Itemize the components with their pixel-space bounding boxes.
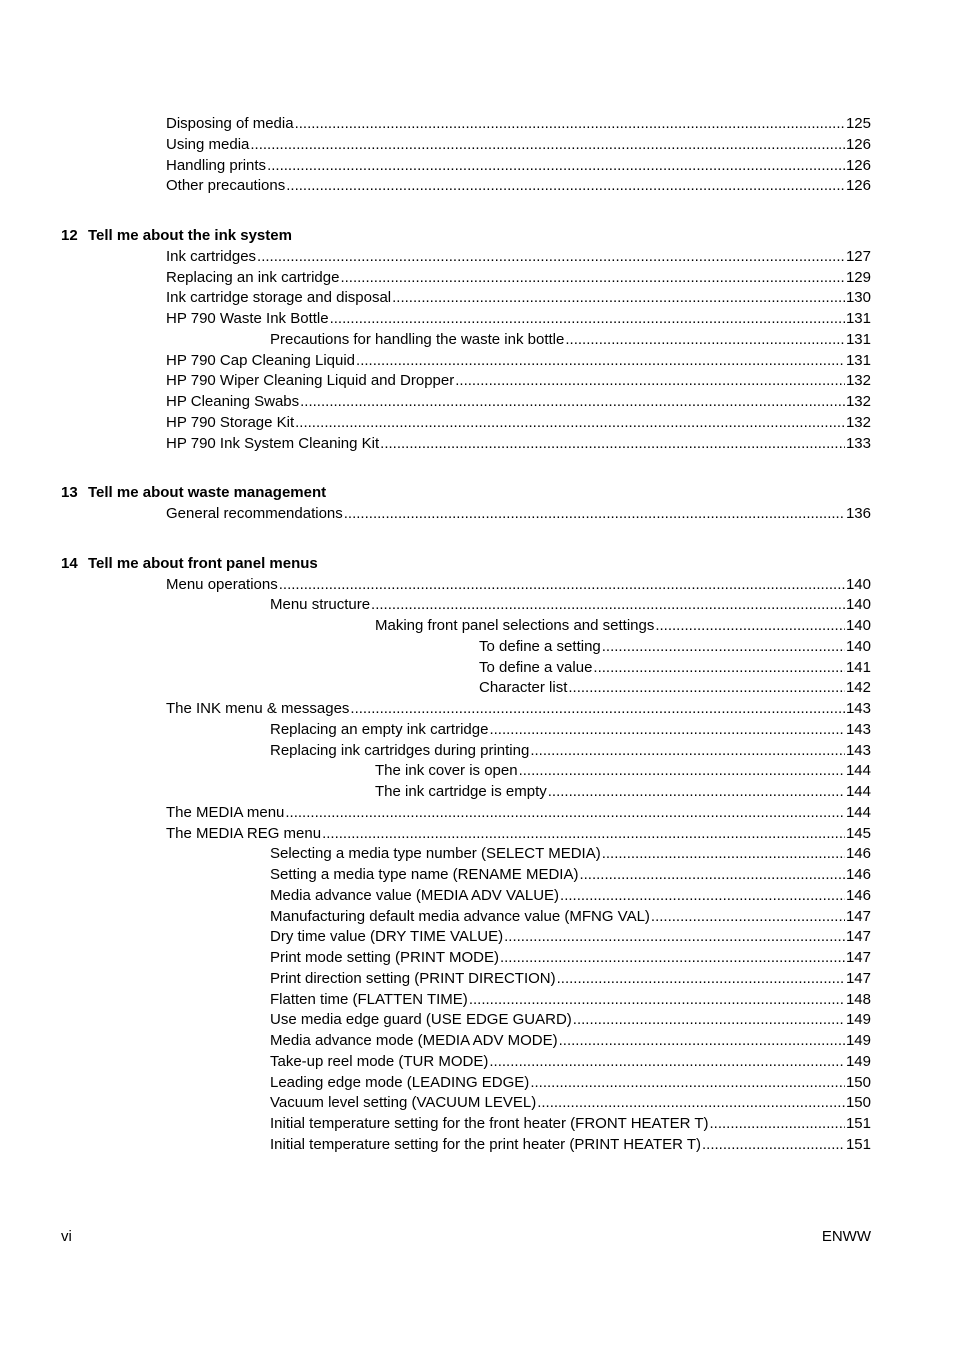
toc-entry-title: Making front panel selections and settings [375, 617, 655, 634]
toc-entry-page-number: 127 [845, 247, 871, 265]
toc-entry[interactable] [61, 288, 871, 309]
dot-leader [530, 741, 845, 762]
toc-entry-title: Leading edge mode (LEADING EDGE) [270, 1073, 530, 1091]
toc-entry-page-number: 143 [845, 741, 871, 759]
toc-entry[interactable] [61, 907, 871, 928]
toc-entry-title: To define a setting [479, 637, 601, 655]
toc-entry[interactable] [61, 330, 871, 351]
toc-entry[interactable] [61, 990, 871, 1011]
toc-entry-page-number: 126 [845, 156, 871, 174]
toc-entry-page-number: 147 [845, 907, 871, 925]
toc-entry-title: Media advance value (MEDIA ADV VALUE) [270, 886, 560, 904]
toc-entry-title: Menu structure [270, 596, 371, 614]
toc-entry[interactable] [61, 637, 871, 658]
toc-entry-title: Take-up reel mode (TUR MODE) [270, 1052, 489, 1070]
toc-entry[interactable] [61, 1031, 871, 1052]
dot-leader [380, 434, 845, 455]
chapter-title: Tell me about the ink system [88, 227, 292, 244]
toc-entry-page-number: 131 [845, 310, 871, 327]
dot-leader [530, 1073, 845, 1094]
toc-entry[interactable] [61, 575, 871, 596]
toc-entry-title: HP 790 Waste Ink Bottle [166, 310, 329, 327]
toc-entry[interactable] [61, 247, 871, 268]
toc-entry-page-number: 144 [845, 762, 871, 780]
toc-entry[interactable] [61, 741, 871, 762]
toc-entry-page-number: 140 [845, 596, 871, 614]
toc-entry-page-number: 148 [845, 990, 871, 1008]
dot-leader [356, 351, 845, 372]
toc-entry-page-number: 126 [845, 177, 871, 195]
toc-entry-page-number: 126 [845, 135, 871, 153]
dot-leader [557, 969, 845, 990]
toc-entry[interactable] [61, 1052, 871, 1073]
dot-leader [300, 392, 845, 413]
toc-entry-title: Setting a media type name (RENAME MEDIA) [270, 866, 579, 883]
toc-entry[interactable] [61, 720, 871, 741]
toc-entry-title: HP 790 Storage Kit [166, 413, 295, 431]
toc-entry-page-number: 140 [845, 637, 871, 655]
toc-entry-title: Replacing ink cartridges during printing [270, 741, 530, 759]
toc-entry-page-number: 149 [845, 1011, 871, 1029]
toc-entry-title: Media advance mode (MEDIA ADV MODE) [270, 1032, 558, 1049]
table-of-contents [61, 114, 871, 1156]
toc-entry-page-number: 132 [845, 393, 871, 410]
toc-entry-title: Precautions for handling the waste ink bottle [270, 330, 565, 348]
dot-leader [469, 990, 845, 1011]
dot-leader [548, 782, 845, 803]
toc-entry-page-number: 143 [845, 700, 871, 717]
toc-entry-page-number: 129 [845, 268, 871, 286]
dot-leader [651, 907, 845, 928]
toc-entry-title: Selecting a media type number (SELECT MEDIA) [270, 845, 601, 863]
chapter-title: Tell me about waste management [88, 484, 327, 502]
toc-entry-page-number: 131 [845, 351, 871, 369]
toc-entry-title: Ink cartridges [166, 247, 257, 265]
dot-leader [267, 156, 845, 177]
toc-entry[interactable] [61, 761, 871, 782]
footer-label: ENWW [821, 1228, 871, 1245]
toc-entry-title: Flatten time (FLATTEN TIME) [270, 990, 468, 1008]
toc-entry-page-number: 147 [845, 949, 871, 966]
toc-entry[interactable] [61, 865, 871, 886]
toc-entry-page-number: 151 [845, 1115, 871, 1132]
toc-chapter-heading[interactable] [61, 226, 871, 247]
toc-entry-page-number: 144 [845, 803, 871, 821]
toc-entry-title: To define a value [479, 658, 593, 676]
dot-leader [392, 288, 845, 309]
dot-leader [330, 309, 845, 330]
toc-chapter-heading[interactable] [61, 483, 871, 504]
toc-chapter-heading[interactable] [61, 554, 871, 575]
toc-entry-title: Initial temperature setting for the front heater (FRONT HEATER T) [270, 1115, 709, 1132]
toc-entry[interactable] [61, 1073, 871, 1094]
toc-entry-page-number: 150 [845, 1094, 871, 1112]
toc-entry[interactable] [61, 927, 871, 948]
toc-entry-title: HP 790 Cap Cleaning Liquid [166, 351, 356, 369]
toc-entry-title: Handling prints [166, 156, 267, 174]
toc-entry-title: Dry time value (DRY TIME VALUE) [270, 928, 504, 946]
toc-entry[interactable] [61, 658, 871, 679]
toc-entry-title: Vacuum level setting (VACUUM LEVEL) [270, 1094, 537, 1112]
toc-entry-title: Print direction setting (PRINT DIRECTION) [270, 969, 556, 987]
toc-entry[interactable] [61, 434, 871, 455]
dot-leader [295, 114, 845, 135]
chapter-number: 12 [61, 227, 78, 244]
toc-entry[interactable] [61, 156, 871, 177]
dot-leader [500, 948, 845, 969]
dot-leader [340, 268, 845, 289]
toc-entry[interactable] [61, 1010, 871, 1031]
toc-entry[interactable] [61, 392, 871, 413]
dot-leader [565, 330, 845, 351]
toc-entry-page-number: 125 [845, 115, 871, 132]
toc-entry-page-number: 142 [845, 679, 871, 697]
toc-entry-title: Disposing of media [166, 115, 294, 132]
dot-leader [371, 595, 845, 616]
toc-entry-page-number: 131 [845, 330, 871, 348]
toc-entry-page-number: 147 [845, 928, 871, 946]
toc-entry[interactable] [61, 1114, 871, 1135]
toc-entry-page-number: 146 [845, 886, 871, 904]
dot-leader [710, 1114, 845, 1135]
dot-leader [602, 844, 845, 865]
toc-entry[interactable] [61, 351, 871, 372]
toc-entry[interactable] [61, 504, 871, 525]
toc-entry-title: HP Cleaning Swabs [166, 393, 300, 410]
toc-entry-page-number: 147 [845, 969, 871, 987]
dot-leader [489, 1052, 845, 1073]
toc-entry[interactable] [61, 309, 871, 330]
toc-entry[interactable] [61, 844, 871, 865]
toc-entry-title: Replacing an ink cartridge [166, 268, 340, 286]
toc-entry-page-number: 151 [845, 1135, 871, 1153]
dot-leader [519, 761, 845, 782]
dot-leader [559, 1031, 845, 1052]
toc-entry-page-number: 141 [845, 658, 871, 676]
page-number: vi [61, 1228, 72, 1245]
dot-leader [560, 886, 845, 907]
toc-entry-title: Print mode setting (PRINT MODE) [270, 949, 499, 966]
dot-leader [285, 803, 845, 824]
toc-entry-title: The ink cartridge is empty [375, 783, 547, 800]
toc-entry-page-number: 149 [845, 1052, 871, 1070]
toc-entry-page-number: 145 [845, 824, 871, 842]
toc-entry[interactable] [61, 678, 871, 699]
toc-entry-title: Character list [479, 679, 568, 697]
toc-entry-title: The MEDIA menu [166, 803, 285, 821]
toc-entry-title: Manufacturing default media advance value (MFNG VAL) [270, 907, 650, 925]
dot-leader [286, 176, 845, 197]
dot-leader [702, 1135, 845, 1156]
toc-entry[interactable] [61, 371, 871, 392]
toc-entry-title: Using media [166, 135, 250, 153]
dot-leader [655, 616, 845, 637]
toc-entry[interactable] [61, 803, 871, 824]
toc-entry-title: HP 790 Wiper Cleaning Liquid and Dropper [166, 372, 455, 390]
dot-leader [537, 1093, 845, 1114]
dot-leader [344, 504, 845, 525]
toc-entry-page-number: 143 [845, 720, 871, 738]
toc-entry[interactable] [61, 135, 871, 156]
dot-leader [568, 678, 845, 699]
dot-leader [593, 658, 845, 679]
dot-leader [579, 865, 845, 886]
toc-entry-page-number: 133 [845, 434, 871, 452]
toc-entry-title: Replacing an empty ink cartridge [270, 720, 489, 738]
dot-leader [295, 413, 845, 434]
toc-entry-title: Ink cartridge storage and disposal [166, 289, 392, 307]
dot-leader [250, 135, 845, 156]
toc-entry[interactable] [61, 824, 871, 845]
toc-entry[interactable] [61, 886, 871, 907]
toc-entry-page-number: 136 [845, 505, 871, 522]
toc-entry[interactable] [61, 969, 871, 990]
toc-entry[interactable] [61, 1093, 871, 1114]
toc-entry[interactable] [61, 616, 871, 637]
toc-entry[interactable] [61, 268, 871, 289]
toc-entry-title: The MEDIA REG menu [166, 824, 322, 842]
dot-leader [602, 637, 845, 658]
toc-entry-page-number: 150 [845, 1073, 871, 1091]
toc-entry-page-number: 132 [845, 413, 871, 431]
dot-leader [504, 927, 845, 948]
toc-entry[interactable] [61, 595, 871, 616]
toc-entry-title: Use media edge guard (USE EDGE GUARD) [270, 1011, 572, 1029]
toc-entry-page-number: 146 [845, 866, 871, 883]
toc-entry[interactable] [61, 114, 871, 135]
toc-entry-title: The INK menu & messages [166, 700, 350, 717]
toc-entry-page-number: 144 [845, 783, 871, 800]
toc-entry[interactable] [61, 176, 871, 197]
toc-entry-page-number: 130 [845, 289, 871, 307]
chapter-title: Tell me about front panel menus [88, 554, 318, 572]
toc-entry-title: HP 790 Ink System Cleaning Kit [166, 434, 380, 452]
dot-leader [455, 371, 845, 392]
toc-entry[interactable] [61, 782, 871, 803]
toc-entry-title: The ink cover is open [375, 762, 518, 780]
toc-entry[interactable] [61, 699, 871, 720]
toc-entry[interactable] [61, 1135, 871, 1156]
toc-entry[interactable] [61, 413, 871, 434]
chapter-number: 14 [61, 554, 78, 572]
dot-leader [489, 720, 845, 741]
toc-entry-title: Menu operations [166, 575, 278, 593]
toc-entry-title: Initial temperature setting for the print heater (PRINT HEATER T) [270, 1135, 702, 1153]
toc-entry-page-number: 132 [845, 372, 871, 390]
toc-entry-page-number: 149 [845, 1032, 871, 1049]
chapter-number: 13 [61, 484, 78, 502]
dot-leader [350, 699, 845, 720]
toc-entry[interactable] [61, 948, 871, 969]
dot-leader [573, 1010, 845, 1031]
dot-leader [279, 575, 845, 596]
toc-entry-page-number: 140 [845, 575, 871, 593]
dot-leader [322, 824, 845, 845]
toc-entry-page-number: 146 [845, 845, 871, 863]
toc-entry-title: Other precautions [166, 177, 286, 195]
dot-leader [257, 247, 845, 268]
toc-entry-title: General recommendations [166, 505, 343, 522]
toc-entry-page-number: 140 [845, 617, 871, 634]
